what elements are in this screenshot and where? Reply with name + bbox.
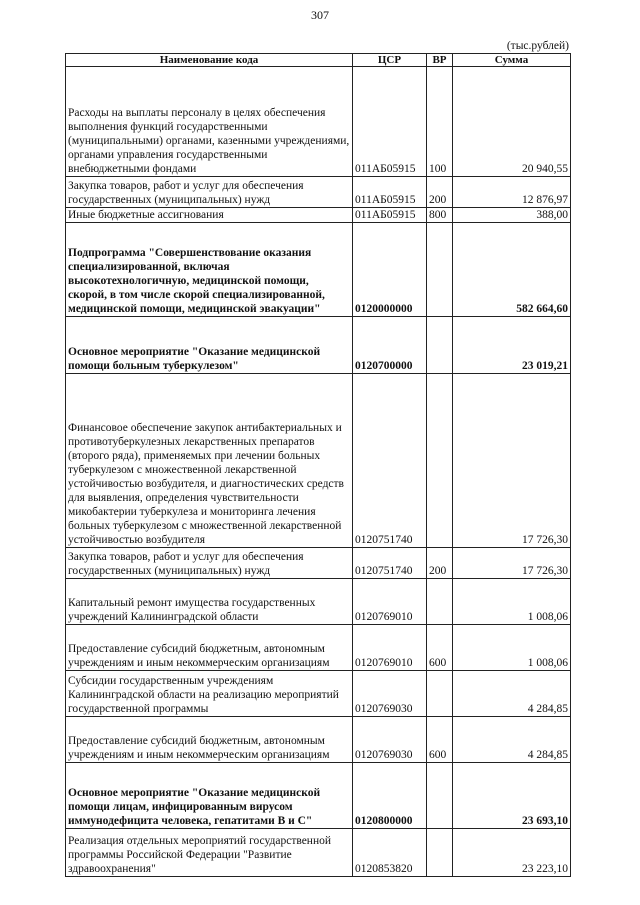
row-vr <box>427 829 453 877</box>
row-csr: 011АБ05915 <box>353 208 427 223</box>
table-row <box>66 671 571 717</box>
table-row <box>66 177 571 208</box>
row-csr: 0120700000 <box>353 317 427 374</box>
table-row <box>66 829 571 877</box>
row-vr: 600 <box>427 625 453 671</box>
row-vr <box>427 317 453 374</box>
budget-table <box>65 53 571 877</box>
row-vr <box>427 579 453 625</box>
row-csr: 0120769030 <box>353 717 427 763</box>
row-sum: 23 019,21 <box>453 317 571 374</box>
row-name: Закупка товаров, работ и услуг для обеспечения государственных (муниципальных) нужд <box>66 177 353 208</box>
row-csr: 011АБ05915 <box>353 177 427 208</box>
table-row <box>66 67 571 177</box>
header-name: Наименование кода <box>66 54 353 67</box>
row-sum: 12 876,97 <box>453 177 571 208</box>
row-name: Финансовое обеспечение закупок антибактериальных и противотуберкулезных лекарственных препаратов (второго ряда), применяемых при лечении больных туберкулезом с множественной лекарственной устойчивостью возбудителя, и диагностических средств для выявления, определения чувствительности микобактерии туберкулеза и мониторинга лечения больных туберкулезом с множественной лекарственной устойчивостью возбудителя <box>66 374 353 548</box>
row-vr <box>427 763 453 829</box>
table-row <box>66 223 571 317</box>
header-csr: ЦСР <box>353 54 427 67</box>
row-csr: 0120769010 <box>353 579 427 625</box>
row-csr: 011АБ05915 <box>353 67 427 177</box>
row-sum: 23 223,10 <box>453 829 571 877</box>
row-sum: 20 940,55 <box>453 67 571 177</box>
header-row <box>66 54 571 67</box>
row-sum: 23 693,10 <box>453 763 571 829</box>
row-vr: 600 <box>427 717 453 763</box>
row-sum: 17 726,30 <box>453 548 571 579</box>
row-vr <box>427 671 453 717</box>
row-vr: 800 <box>427 208 453 223</box>
table-row <box>66 317 571 374</box>
row-name: Предоставление субсидий бюджетным, автономным учреждениям и иным некоммерческим организациям <box>66 717 353 763</box>
row-sum: 1 008,06 <box>453 625 571 671</box>
row-sum: 388,00 <box>453 208 571 223</box>
row-vr <box>427 374 453 548</box>
row-sum: 1 008,06 <box>453 579 571 625</box>
row-name: Капитальный ремонт имущества государственных учреждений Калининградской области <box>66 579 353 625</box>
table-row <box>66 208 571 223</box>
row-csr: 0120853820 <box>353 829 427 877</box>
row-vr: 100 <box>427 67 453 177</box>
units-label: (тыс.рублей) <box>506 40 569 52</box>
row-sum: 582 664,60 <box>453 223 571 317</box>
row-vr: 200 <box>427 548 453 579</box>
row-name: Реализация отдельных мероприятий государственной программы Российской Федерации "Развитие здравоохранения" <box>66 829 353 877</box>
row-name: Предоставление субсидий бюджетным, автономным учреждениям и иным некоммерческим организациям <box>66 625 353 671</box>
row-name: Подпрограмма "Совершенствование оказания специализированной, включая высокотехнологичную, медицинской помощи, скорой, в том числе скорой специализированной, медицинской помощи, медицинской эвакуации" <box>66 223 353 317</box>
header-sum: Сумма <box>453 54 571 67</box>
row-name: Субсидии государственным учреждениям Калининградской области на реализацию мероприятий государственной программы <box>66 671 353 717</box>
table-row <box>66 579 571 625</box>
row-csr: 0120769010 <box>353 625 427 671</box>
row-sum: 17 726,30 <box>453 374 571 548</box>
row-vr: 200 <box>427 177 453 208</box>
row-csr: 0120751740 <box>353 548 427 579</box>
table-row <box>66 763 571 829</box>
row-csr: 0120769030 <box>353 671 427 717</box>
table-row <box>66 625 571 671</box>
row-name: Основное мероприятие "Оказание медицинской помощи больным туберкулезом" <box>66 317 353 374</box>
row-name: Иные бюджетные ассигнования <box>66 208 353 223</box>
row-name: Расходы на выплаты персоналу в целях обеспечения выполнения функций государственными (муниципальными) органами, казенными учреждениями, органами управления государственными внебюджетными фондами <box>66 67 353 177</box>
row-csr: 0120751740 <box>353 374 427 548</box>
page-number: 307 <box>311 8 329 22</box>
table-row <box>66 548 571 579</box>
row-vr <box>427 223 453 317</box>
row-sum: 4 284,85 <box>453 671 571 717</box>
row-name: Основное мероприятие "Оказание медицинской помощи лицам, инфицированным вирусом иммунодефицита человека, гепатитами В и С" <box>66 763 353 829</box>
table-row <box>66 717 571 763</box>
header-vr: ВР <box>427 54 453 67</box>
row-sum: 4 284,85 <box>453 717 571 763</box>
table-row <box>66 374 571 548</box>
row-name: Закупка товаров, работ и услуг для обеспечения государственных (муниципальных) нужд <box>66 548 353 579</box>
row-csr: 0120800000 <box>353 763 427 829</box>
row-csr: 0120000000 <box>353 223 427 317</box>
